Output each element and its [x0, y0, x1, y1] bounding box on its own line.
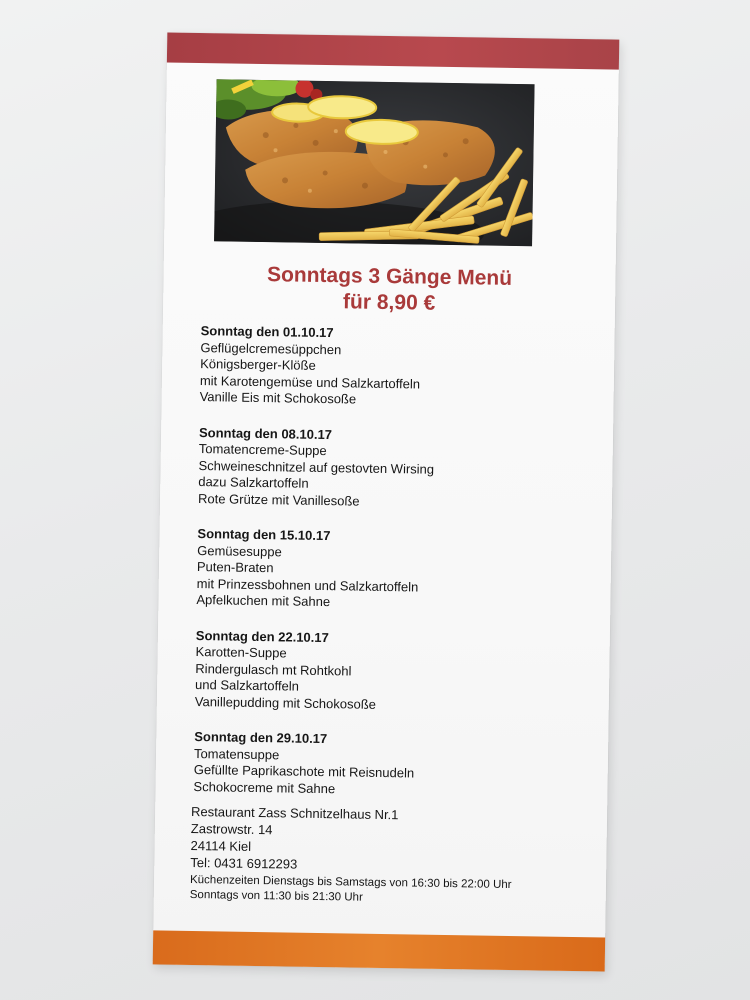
menu-item: Tomatencreme-Suppe: [198, 441, 327, 459]
kitchen-hours: Küchenzeiten Dienstags bis Samstags von 16:30 bis 22:00 Uhr: [189, 873, 512, 892]
restaurant-name: Restaurant Zass Schnitzelhaus Nr.1: [190, 803, 399, 823]
menu-title: Sonntags 3 Gänge Menü: [266, 263, 513, 290]
menu-item: und Salzkartoffeln: [194, 677, 300, 694]
sunday-hours: Sonntags von 11:30 bis 21:30 Uhr: [189, 888, 363, 904]
menu-item: Apfelkuchen mit Sahne: [196, 592, 331, 610]
menu-item: Tomatensuppe: [193, 745, 280, 762]
menu-day-title: Sonntag den 29.10.17: [194, 729, 328, 747]
restaurant-street: Zastrowstr. 14: [190, 820, 273, 838]
menu-item: dazu Salzkartoffeln: [198, 474, 309, 491]
menu-item: Königsberger-Klöße: [200, 356, 316, 373]
menu-day: [193, 729, 594, 801]
restaurant-footer: [190, 803, 592, 909]
menu-item: Karotten-Suppe: [195, 644, 287, 661]
menu-day-title: Sonntag den 22.10.17: [195, 627, 329, 645]
menu-item: Gefüllte Paprikaschote mit Reisnudeln: [193, 762, 415, 781]
menu-item: Schweineschnitzel auf gestovten Wirsing: [198, 457, 435, 477]
menu-item: Puten-Braten: [196, 559, 274, 576]
menu-day-title: Sonntag den 15.10.17: [197, 526, 331, 544]
menu-item: mit Prinzessbohnen und Salzkartoffeln: [196, 575, 419, 595]
menu-item: Vanille Eis mit Schokosoße: [199, 389, 357, 407]
top-color-band: [167, 33, 619, 70]
menu-day-title: Sonntag den 08.10.17: [198, 424, 333, 442]
menu-day: [199, 323, 600, 412]
menu-item: mit Karotengemüse und Salzkartoffeln: [199, 372, 421, 392]
menu-day: [196, 526, 597, 615]
menu-day: [195, 628, 596, 717]
bottom-color-band: [153, 930, 605, 971]
menu-day-title: Sonntag den 01.10.17: [200, 323, 334, 341]
menu-item: Vanillepudding mit Schokosoße: [194, 693, 377, 712]
menu-item: Schokocreme mit Sahne: [193, 778, 336, 796]
restaurant-city: 24114 Kiel: [190, 837, 252, 854]
restaurant-phone: Tel: 0431 6912293: [190, 854, 298, 872]
menu-item: Geflügelcremesüppchen: [200, 339, 342, 357]
menu-day: [198, 425, 599, 514]
menu-item: Rindergulasch mt Rohtkohl: [195, 660, 352, 678]
schnitzel-photo: [214, 79, 535, 246]
menu-price: für 8,90 €: [342, 290, 436, 315]
sunday-menu-list: [193, 323, 601, 820]
menu-flyer: [153, 33, 620, 972]
menu-item: Rote Grütze mit Vanillesoße: [197, 490, 360, 509]
menu-item: Gemüsesuppe: [197, 542, 282, 559]
menu-heading: [163, 260, 616, 319]
